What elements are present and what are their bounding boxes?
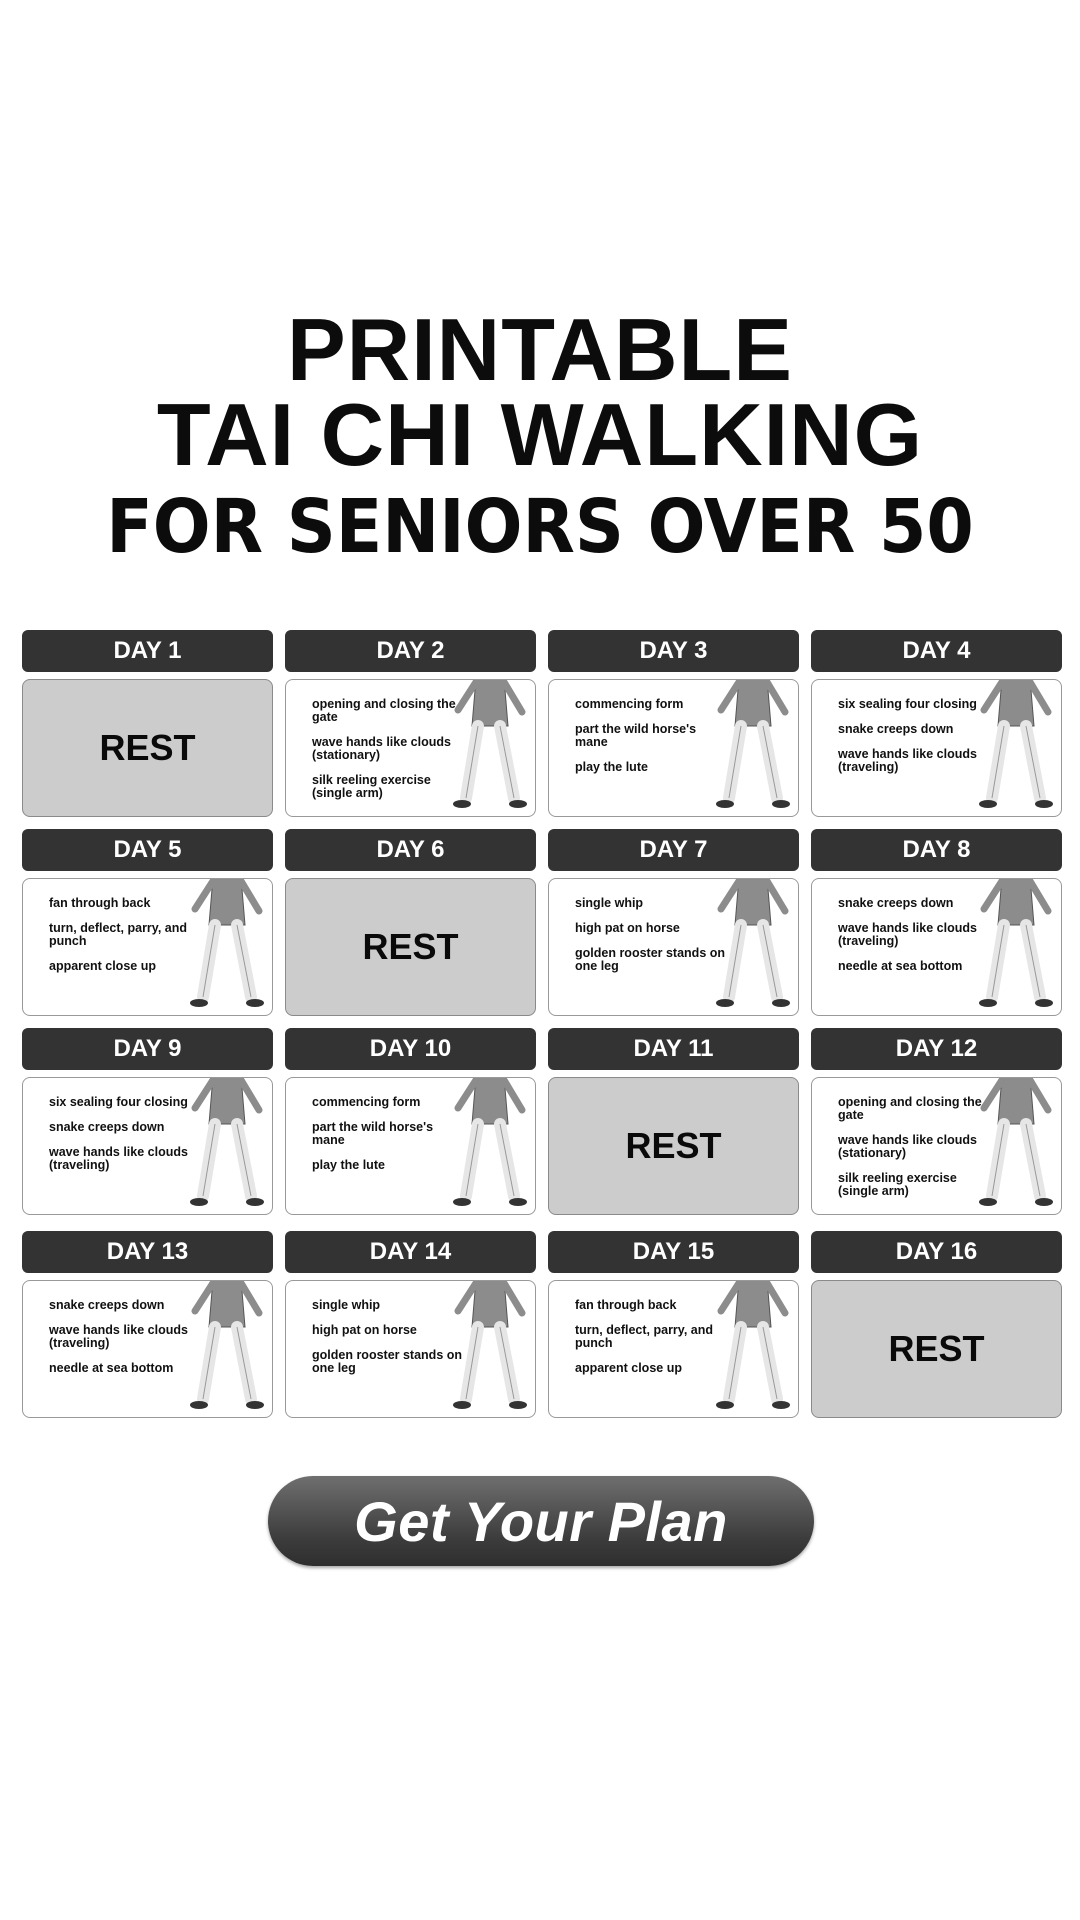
walking-senior-illustration — [707, 679, 797, 817]
day-header: DAY 8 — [811, 829, 1062, 871]
day-card — [811, 829, 1062, 973]
day-card — [811, 1028, 1062, 1198]
day-header: DAY 4 — [811, 630, 1062, 672]
move-item: six sealing four closing — [49, 1095, 188, 1109]
rest-card — [285, 878, 536, 1016]
move-item: needle at sea bottom — [49, 1361, 174, 1375]
day-header: DAY 9 — [22, 1028, 273, 1070]
move-item: golden rooster stands on one leg — [312, 1348, 463, 1375]
rest-label: REST — [888, 1328, 985, 1369]
workout-card — [285, 679, 536, 817]
rest-label: REST — [99, 727, 196, 768]
move-item: snake creeps down — [838, 722, 954, 736]
move-item: single whip — [575, 896, 644, 910]
walking-senior-illustration — [444, 679, 534, 817]
move-item: fan through back — [575, 1298, 677, 1312]
move-list — [575, 1299, 725, 1387]
day-card — [22, 829, 273, 973]
move-item: part the wild horse's mane — [575, 722, 697, 749]
workout-card — [548, 679, 799, 817]
walking-senior-illustration — [181, 1077, 271, 1215]
move-item: wave hands like clouds (traveling) — [49, 1323, 188, 1350]
move-item: opening and closing the gate — [838, 1095, 982, 1122]
move-item: high pat on horse — [575, 921, 680, 935]
walking-senior-illustration — [181, 878, 271, 1016]
workout-card — [22, 878, 273, 1016]
day-card — [548, 1028, 799, 1166]
workout-card — [548, 1280, 799, 1418]
day-header: DAY 1 — [22, 630, 273, 672]
walking-senior-illustration — [970, 679, 1060, 817]
day-card — [811, 1231, 1062, 1369]
move-list — [838, 1096, 988, 1210]
day-header: DAY 14 — [285, 1231, 536, 1273]
day-header: DAY 13 — [22, 1231, 273, 1273]
move-list — [49, 1299, 199, 1387]
move-item: needle at sea bottom — [838, 959, 963, 973]
day-header: DAY 3 — [548, 630, 799, 672]
move-list — [838, 897, 988, 985]
day-header: DAY 11 — [548, 1028, 799, 1070]
day-card — [285, 1231, 536, 1375]
walking-senior-illustration — [707, 1280, 797, 1418]
day-header: DAY 10 — [285, 1028, 536, 1070]
workout-card — [811, 878, 1062, 1016]
move-list — [312, 1299, 462, 1387]
move-item: golden rooster stands on one leg — [575, 946, 726, 973]
move-item: play the lute — [575, 760, 648, 774]
workout-card — [811, 1077, 1062, 1215]
subtitle: FOR SENIORS OVER 50 — [106, 484, 974, 570]
move-item: snake creeps down — [49, 1298, 165, 1312]
workout-card — [811, 679, 1062, 817]
move-item: wave hands like clouds (stationary) — [838, 1133, 977, 1160]
day-card — [285, 630, 536, 800]
day-card — [22, 1028, 273, 1172]
move-list — [312, 1096, 462, 1184]
rest-label: REST — [625, 1125, 722, 1166]
move-item: six sealing four closing — [838, 697, 977, 711]
move-item: wave hands like clouds (traveling) — [838, 747, 977, 774]
walking-senior-illustration — [181, 1280, 271, 1418]
move-item: apparent close up — [575, 1361, 682, 1375]
move-list — [838, 698, 988, 786]
title-line-2: TAI CHI WALKING — [156, 385, 924, 484]
rest-label: REST — [362, 926, 459, 967]
move-item: part the wild horse's mane — [312, 1120, 434, 1147]
day-card — [285, 1028, 536, 1172]
day-header: DAY 5 — [22, 829, 273, 871]
walking-senior-illustration — [444, 1280, 534, 1418]
move-item: opening and closing the gate — [312, 697, 456, 724]
day-header: DAY 2 — [285, 630, 536, 672]
move-item: commencing form — [575, 697, 684, 711]
day-header: DAY 16 — [811, 1231, 1062, 1273]
walking-senior-illustration — [970, 878, 1060, 1016]
move-item: apparent close up — [49, 959, 156, 973]
move-item: silk reeling exercise (single arm) — [312, 773, 431, 800]
move-list — [49, 897, 199, 985]
workout-card — [548, 878, 799, 1016]
move-item: fan through back — [49, 896, 151, 910]
walking-senior-illustration — [707, 878, 797, 1016]
rest-card — [22, 679, 273, 817]
day-card — [548, 829, 799, 973]
day-card — [548, 1231, 799, 1375]
move-list — [49, 1096, 199, 1184]
rest-card — [548, 1077, 799, 1215]
day-header: DAY 7 — [548, 829, 799, 871]
move-item: single whip — [312, 1298, 381, 1312]
move-item: snake creeps down — [838, 896, 954, 910]
walking-senior-illustration — [444, 1077, 534, 1215]
move-item: wave hands like clouds (stationary) — [312, 735, 451, 762]
day-header: DAY 6 — [285, 829, 536, 871]
move-list — [575, 897, 725, 985]
move-list — [312, 698, 462, 812]
walking-senior-illustration — [970, 1077, 1060, 1215]
workout-card — [285, 1077, 536, 1215]
move-item: wave hands like clouds (traveling) — [49, 1145, 188, 1172]
move-item: high pat on horse — [312, 1323, 417, 1337]
move-item: turn, deflect, parry, and punch — [575, 1323, 713, 1350]
day-card — [548, 630, 799, 774]
day-card — [811, 630, 1062, 774]
move-item: turn, deflect, parry, and punch — [49, 921, 187, 948]
move-item: commencing form — [312, 1095, 421, 1109]
move-item: wave hands like clouds (traveling) — [838, 921, 977, 948]
day-card — [285, 829, 536, 967]
move-item: snake creeps down — [49, 1120, 165, 1134]
move-list — [575, 698, 725, 786]
workout-card — [285, 1280, 536, 1418]
title-line-1: PRINTABLE — [286, 300, 794, 399]
get-plan-button[interactable] — [268, 1476, 814, 1566]
day-header: DAY 12 — [811, 1028, 1062, 1070]
get-plan-button-label: Get Your Plan — [354, 1489, 728, 1553]
day-card — [22, 630, 273, 768]
rest-card — [811, 1280, 1062, 1418]
day-card — [22, 1231, 273, 1375]
workout-card — [22, 1280, 273, 1418]
move-item: play the lute — [312, 1158, 385, 1172]
workout-card — [22, 1077, 273, 1215]
day-header: DAY 15 — [548, 1231, 799, 1273]
move-item: silk reeling exercise (single arm) — [838, 1171, 957, 1198]
